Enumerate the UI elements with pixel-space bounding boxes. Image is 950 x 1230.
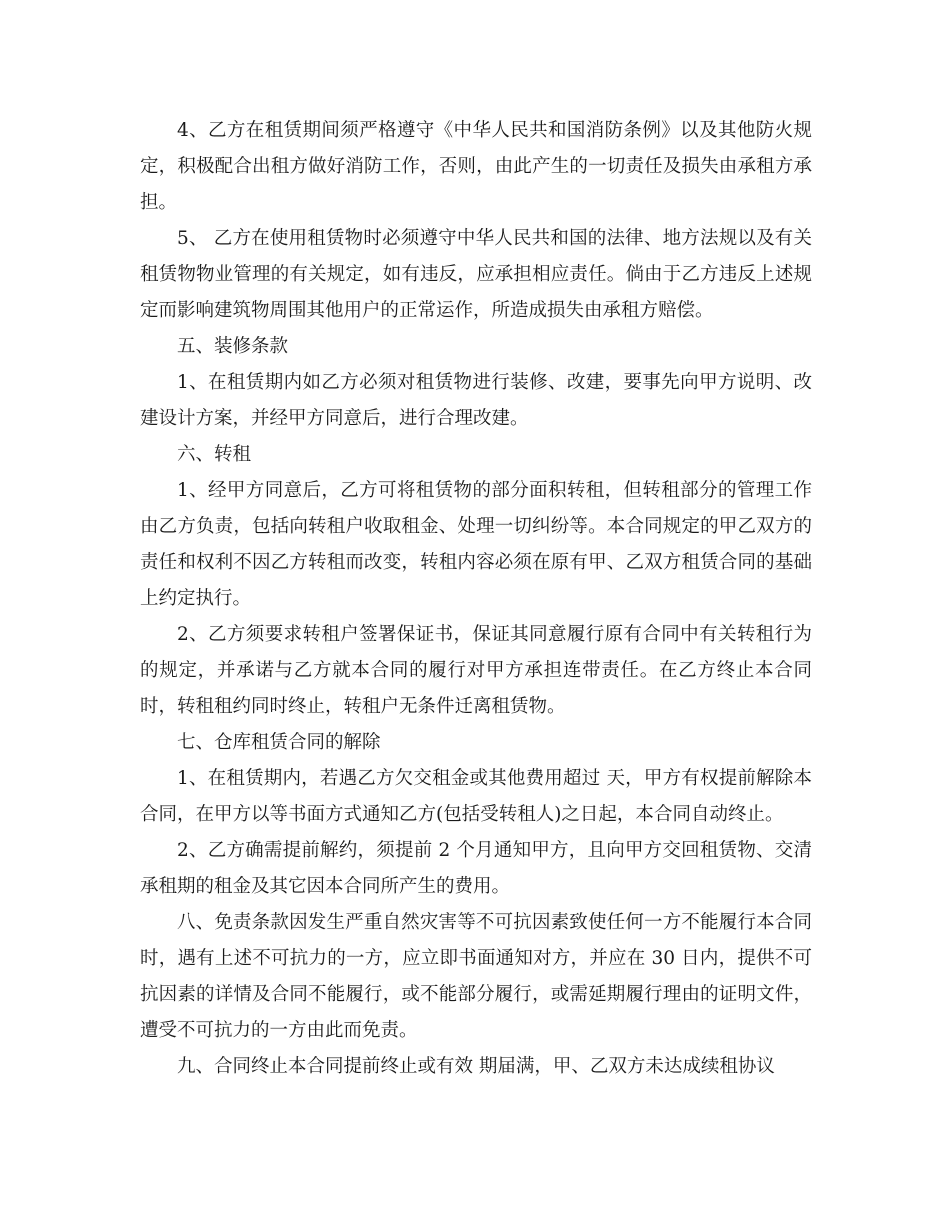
clause-termination-1: 1、在租赁期内，若遇乙方欠交租金或其他费用超过 天，甲方有权提前解除本合同，在甲方以等书面方式通知乙方(包括受转租人)之日起，本合同自动终止。: [140, 768, 812, 825]
clause-force-majeure: 八、免责条款因发生严重自然灾害等不可抗因素致使任何一方不能履行本合同时，遇有上述不可抗力的一方，应立即书面通知对方，并应在 30 日内，提供不可抗因素的详情及合同不能履行，或不能部分履行，或需延期履行理由的证明文件，遭受不可抗力的一方由此而免责。: [140, 912, 812, 1041]
document-page: [140, 113, 812, 1085]
section-heading-termination: 七、仓库租赁合同的解除: [177, 732, 381, 753]
clause-renovation: 1、在租赁期内如乙方必须对租赁物进行装修、改建，要事先向甲方说明、改建设计方案，并经甲方同意后，进行合理改建。: [140, 372, 812, 429]
clause-sublease-1: 1、经甲方同意后，乙方可将租赁物的部分面积转租，但转租部分的管理工作由乙方负责，包括向转租户收取租金、处理一切纠纷等。本合同规定的甲乙双方的责任和权利不因乙方转租而改变，转租内容必须在原有甲、乙双方租赁合同的基础上约定执行。: [140, 480, 812, 609]
clause-fire-safety: 4、乙方在租赁期间须严格遵守《中华人民共和国消防条例》以及其他防火规定，积极配合出租方做好消防工作，否则，由此产生的一切责任及损失由承租方承担。: [140, 120, 812, 213]
section-heading-sublease: 六、转租: [177, 444, 252, 465]
clause-sublease-2: 2、乙方须要求转租户签署保证书，保证其同意履行原有合同中有关转租行为的规定，并承诺与乙方就本合同的履行对甲方承担连带责任。在乙方终止本合同时，转租租约同时终止，转租户无条件迁离租赁物。: [140, 624, 812, 717]
clause-compliance: 5、 乙方在使用租赁物时必须遵守中华人民共和国的法律、地方法规以及有关租赁物物业管理的有关规定，如有违反，应承担相应责任。倘由于乙方违反上述规定而影响建筑物周围其他用户的正常运作，所造成损失由承租方赔偿。: [140, 228, 812, 321]
clause-contract-end: 九、合同终止本合同提前终止或有效 期届满，甲、乙双方未达成续租协议: [177, 1056, 775, 1077]
section-heading-renovation: 五、装修条款: [177, 336, 289, 357]
clause-termination-2: 2、乙方确需提前解约，须提前 2 个月通知甲方，且向甲方交回租赁物、交清承租期的租金及其它因本合同所产生的费用。: [140, 840, 812, 897]
